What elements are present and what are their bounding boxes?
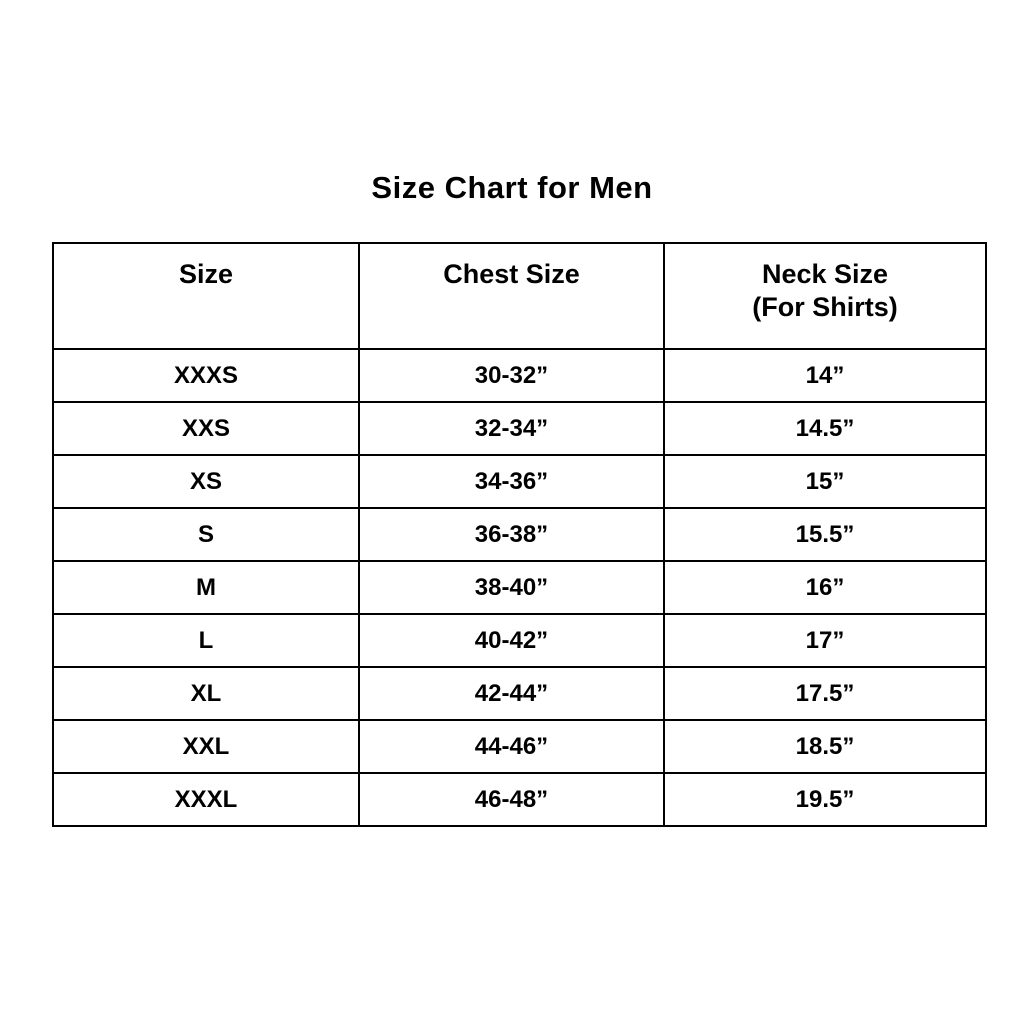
- size-chart-table: [52, 242, 987, 827]
- chest-cell: 34-36”: [359, 455, 664, 508]
- neck-cell: 17.5”: [664, 667, 986, 720]
- size-cell: M: [53, 561, 359, 614]
- table-body: [53, 349, 986, 826]
- neck-cell: 17”: [664, 614, 986, 667]
- size-cell: XXS: [53, 402, 359, 455]
- size-cell: XXXL: [53, 773, 359, 826]
- table-row: [53, 402, 986, 455]
- neck-cell: 19.5”: [664, 773, 986, 826]
- table-row: [53, 667, 986, 720]
- neck-cell: 16”: [664, 561, 986, 614]
- size-cell: XL: [53, 667, 359, 720]
- neck-cell: 14.5”: [664, 402, 986, 455]
- table-row: [53, 773, 986, 826]
- table-header: [53, 243, 986, 349]
- neck-cell: 18.5”: [664, 720, 986, 773]
- chest-cell: 40-42”: [359, 614, 664, 667]
- table-row: [53, 508, 986, 561]
- table-row: [53, 614, 986, 667]
- neck-cell: 14”: [664, 349, 986, 402]
- table-row: [53, 455, 986, 508]
- chest-cell: 32-34”: [359, 402, 664, 455]
- chest-cell: 46-48”: [359, 773, 664, 826]
- table-row: [53, 561, 986, 614]
- table-row: [53, 349, 986, 402]
- table-row: [53, 720, 986, 773]
- header-row: [53, 243, 986, 349]
- chest-cell: 30-32”: [359, 349, 664, 402]
- column-header-neck: [664, 243, 986, 349]
- column-header-neck-label: Neck Size: [761, 259, 889, 289]
- size-cell: L: [53, 614, 359, 667]
- column-header-neck-sublabel: (For Shirts): [752, 292, 898, 322]
- chest-cell: 38-40”: [359, 561, 664, 614]
- chest-cell: 36-38”: [359, 508, 664, 561]
- column-header-size: [53, 243, 359, 349]
- chest-cell: 44-46”: [359, 720, 664, 773]
- neck-cell: 15.5”: [664, 508, 986, 561]
- column-header-size-label: Size: [178, 259, 234, 289]
- size-cell: XS: [53, 455, 359, 508]
- size-cell: XXXS: [53, 349, 359, 402]
- column-header-chest-label: Chest Size: [443, 259, 580, 289]
- column-header-chest: [359, 243, 664, 349]
- page-title: Size Chart for Men: [371, 170, 653, 205]
- neck-cell: 15”: [664, 455, 986, 508]
- chest-cell: 42-44”: [359, 667, 664, 720]
- size-cell: S: [53, 508, 359, 561]
- size-cell: XXL: [53, 720, 359, 773]
